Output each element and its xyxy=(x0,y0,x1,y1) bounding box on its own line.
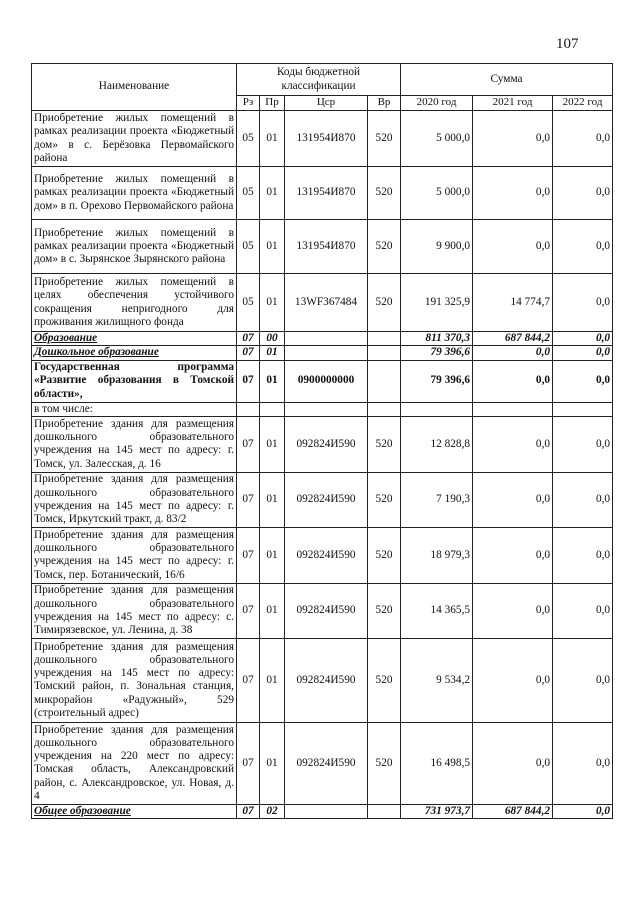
header-2021: 2021 год xyxy=(473,96,553,111)
row-name: в том числе: xyxy=(32,402,237,416)
row-rz: 05 xyxy=(237,274,260,332)
row-rz: 07 xyxy=(237,804,260,818)
row-vr: 520 xyxy=(368,220,401,274)
row-vr: 520 xyxy=(368,722,401,804)
row-sum-2020: 14 365,5 xyxy=(401,583,473,638)
row-sum-2021: 0,0 xyxy=(473,416,553,472)
row-csr xyxy=(285,332,368,346)
row-sum-2021 xyxy=(473,402,553,416)
row-sum-2020: 79 396,6 xyxy=(401,346,473,360)
table-row xyxy=(32,722,613,804)
row-rz: 07 xyxy=(237,722,260,804)
row-csr: 092824И590 xyxy=(285,638,368,722)
row-sum-2022: 0,0 xyxy=(553,167,613,220)
row-pr: 01 xyxy=(260,167,285,220)
row-vr xyxy=(368,360,401,402)
row-vr: 520 xyxy=(368,167,401,220)
row-pr: 01 xyxy=(260,583,285,638)
row-pr: 01 xyxy=(260,638,285,722)
row-vr xyxy=(368,804,401,818)
row-rz: 05 xyxy=(237,111,260,167)
row-sum-2020: 9 534,2 xyxy=(401,638,473,722)
header-name: Наименование xyxy=(32,64,237,111)
row-rz: 07 xyxy=(237,472,260,527)
row-vr: 520 xyxy=(368,583,401,638)
budget-table xyxy=(31,63,613,819)
row-vr xyxy=(368,346,401,360)
header-sum: Сумма xyxy=(401,64,613,96)
row-vr: 520 xyxy=(368,416,401,472)
row-rz: 07 xyxy=(237,583,260,638)
row-csr: 092824И590 xyxy=(285,527,368,583)
row-csr xyxy=(285,346,368,360)
row-vr: 520 xyxy=(368,638,401,722)
row-sum-2022: 0,0 xyxy=(553,804,613,818)
row-sum-2020: 12 828,8 xyxy=(401,416,473,472)
table-row xyxy=(32,220,613,274)
row-sum-2021: 687 844,2 xyxy=(473,332,553,346)
row-sum-2022: 0,0 xyxy=(553,472,613,527)
row-sum-2020: 9 900,0 xyxy=(401,220,473,274)
row-sum-2022: 0,0 xyxy=(553,722,613,804)
page-number: 107 xyxy=(556,36,579,52)
row-sum-2022: 0,0 xyxy=(553,638,613,722)
row-rz: 07 xyxy=(237,332,260,346)
row-sum-2020: 5 000,0 xyxy=(401,167,473,220)
row-sum-2021: 0,0 xyxy=(473,346,553,360)
row-sum-2022: 0,0 xyxy=(553,220,613,274)
row-name: Образование xyxy=(32,332,237,346)
row-vr: 520 xyxy=(368,472,401,527)
row-pr: 02 xyxy=(260,804,285,818)
row-sum-2020: 5 000,0 xyxy=(401,111,473,167)
row-csr: 131954И870 xyxy=(285,167,368,220)
row-sum-2022: 0,0 xyxy=(553,111,613,167)
row-pr: 01 xyxy=(260,722,285,804)
table-row xyxy=(32,332,613,346)
row-name: Приобретение здания для размещения дошкольного образовательного учреждения на 145 мест по адресу: г. Томск, ул. Залесская, д. 16 xyxy=(32,416,237,472)
row-rz: 07 xyxy=(237,360,260,402)
row-name: Приобретение жилых помещений в рамках реализации проекта «Бюджетный дом» в с. Зырянское Зырянского района xyxy=(32,220,237,274)
row-sum-2021: 687 844,2 xyxy=(473,804,553,818)
row-csr: 0900000000 xyxy=(285,360,368,402)
row-vr: 520 xyxy=(368,527,401,583)
row-csr: 092824И590 xyxy=(285,472,368,527)
row-name: Приобретение здания для размещения дошкольного образовательного учреждения на 145 мест по адресу: г. Томск, Иркутский тракт, д. 83/2 xyxy=(32,472,237,527)
row-pr: 01 xyxy=(260,346,285,360)
row-sum-2020 xyxy=(401,402,473,416)
row-sum-2020: 731 973,7 xyxy=(401,804,473,818)
header-2022: 2022 год xyxy=(553,96,613,111)
row-pr: 01 xyxy=(260,274,285,332)
row-rz: 07 xyxy=(237,527,260,583)
row-csr: 092824И590 xyxy=(285,722,368,804)
row-sum-2020: 811 370,3 xyxy=(401,332,473,346)
table-row xyxy=(32,360,613,402)
row-sum-2022: 0,0 xyxy=(553,583,613,638)
row-sum-2022: 0,0 xyxy=(553,527,613,583)
row-sum-2022: 0,0 xyxy=(553,274,613,332)
row-sum-2020: 16 498,5 xyxy=(401,722,473,804)
row-name: Государственная программа «Развитие образования в Томской области», xyxy=(32,360,237,402)
row-sum-2021: 0,0 xyxy=(473,638,553,722)
row-rz: 07 xyxy=(237,638,260,722)
row-sum-2020: 79 396,6 xyxy=(401,360,473,402)
row-name: Приобретение жилых помещений в целях обеспечения устойчивого сокращения непригодного для проживания жилищного фонда xyxy=(32,274,237,332)
table-row xyxy=(32,402,613,416)
row-sum-2022: 0,0 xyxy=(553,346,613,360)
row-name: Приобретение здания для размещения дошкольного образовательного учреждения на 145 мест по адресу: Томский район, п. Зональная станция, микрорайон «Радужный», 529 (строительный адрес) xyxy=(32,638,237,722)
header-pr: Пр xyxy=(260,96,285,111)
table-row xyxy=(32,346,613,360)
table-row xyxy=(32,804,613,818)
row-vr xyxy=(368,402,401,416)
row-sum-2021: 0,0 xyxy=(473,527,553,583)
row-sum-2022: 0,0 xyxy=(553,416,613,472)
row-sum-2021: 0,0 xyxy=(473,360,553,402)
table-row xyxy=(32,583,613,638)
row-csr xyxy=(285,402,368,416)
table-row xyxy=(32,416,613,472)
row-pr xyxy=(260,402,285,416)
row-sum-2022: 0,0 xyxy=(553,332,613,346)
row-rz: 07 xyxy=(237,346,260,360)
header-rz: Рз xyxy=(237,96,260,111)
row-sum-2021: 0,0 xyxy=(473,167,553,220)
row-csr xyxy=(285,804,368,818)
row-csr: 092824И590 xyxy=(285,583,368,638)
table-body xyxy=(32,111,613,819)
table-row xyxy=(32,527,613,583)
row-sum-2020: 7 190,3 xyxy=(401,472,473,527)
table-row xyxy=(32,111,613,167)
row-sum-2020: 18 979,3 xyxy=(401,527,473,583)
header-vr: Вр xyxy=(368,96,401,111)
row-csr: 131954И870 xyxy=(285,220,368,274)
row-name: Дошкольное образование xyxy=(32,346,237,360)
row-rz: 07 xyxy=(237,416,260,472)
header-2020: 2020 год xyxy=(401,96,473,111)
row-sum-2021: 14 774,7 xyxy=(473,274,553,332)
header-csr: Цср xyxy=(285,96,368,111)
row-sum-2022: 0,0 xyxy=(553,360,613,402)
row-pr: 01 xyxy=(260,220,285,274)
row-sum-2021: 0,0 xyxy=(473,220,553,274)
row-csr: 092824И590 xyxy=(285,416,368,472)
row-pr: 00 xyxy=(260,332,285,346)
table-row xyxy=(32,274,613,332)
row-name: Приобретение жилых помещений в рамках реализации проекта «Бюджетный дом» в с. Берёзовка Первомайского района xyxy=(32,111,237,167)
row-vr xyxy=(368,332,401,346)
row-name: Общее образование xyxy=(32,804,237,818)
table-row xyxy=(32,167,613,220)
row-rz: 05 xyxy=(237,167,260,220)
row-pr: 01 xyxy=(260,111,285,167)
row-pr: 01 xyxy=(260,527,285,583)
row-pr: 01 xyxy=(260,416,285,472)
row-name: Приобретение здания для размещения дошкольного образовательного учреждения на 145 мест по адресу: с. Тимирязевское, ул. Ленина, д. 38 xyxy=(32,583,237,638)
row-sum-2021: 0,0 xyxy=(473,583,553,638)
row-name: Приобретение здания для размещения дошкольного образовательного учреждения на 145 мест по адресу: г. Томск, пер. Ботанический, 16/6 xyxy=(32,527,237,583)
row-vr: 520 xyxy=(368,274,401,332)
row-sum-2020: 191 325,9 xyxy=(401,274,473,332)
row-sum-2021: 0,0 xyxy=(473,722,553,804)
header-codes: Коды бюджетной классификации xyxy=(237,64,401,96)
row-csr: 131954И870 xyxy=(285,111,368,167)
table-row xyxy=(32,472,613,527)
row-rz: 05 xyxy=(237,220,260,274)
row-sum-2021: 0,0 xyxy=(473,111,553,167)
table-row xyxy=(32,638,613,722)
row-rz xyxy=(237,402,260,416)
row-name: Приобретение здания для размещения дошкольного образовательного учреждения на 220 мест по адресу: Томская область, Александровский район, с. Александровское, ул. Новая, д. 4 xyxy=(32,722,237,804)
row-sum-2022 xyxy=(553,402,613,416)
row-csr: 13WF367484 xyxy=(285,274,368,332)
row-pr: 01 xyxy=(260,472,285,527)
row-pr: 01 xyxy=(260,360,285,402)
row-name: Приобретение жилых помещений в рамках реализации проекта «Бюджетный дом» в п. Орехово Первомайского района xyxy=(32,167,237,220)
row-sum-2021: 0,0 xyxy=(473,472,553,527)
row-vr: 520 xyxy=(368,111,401,167)
